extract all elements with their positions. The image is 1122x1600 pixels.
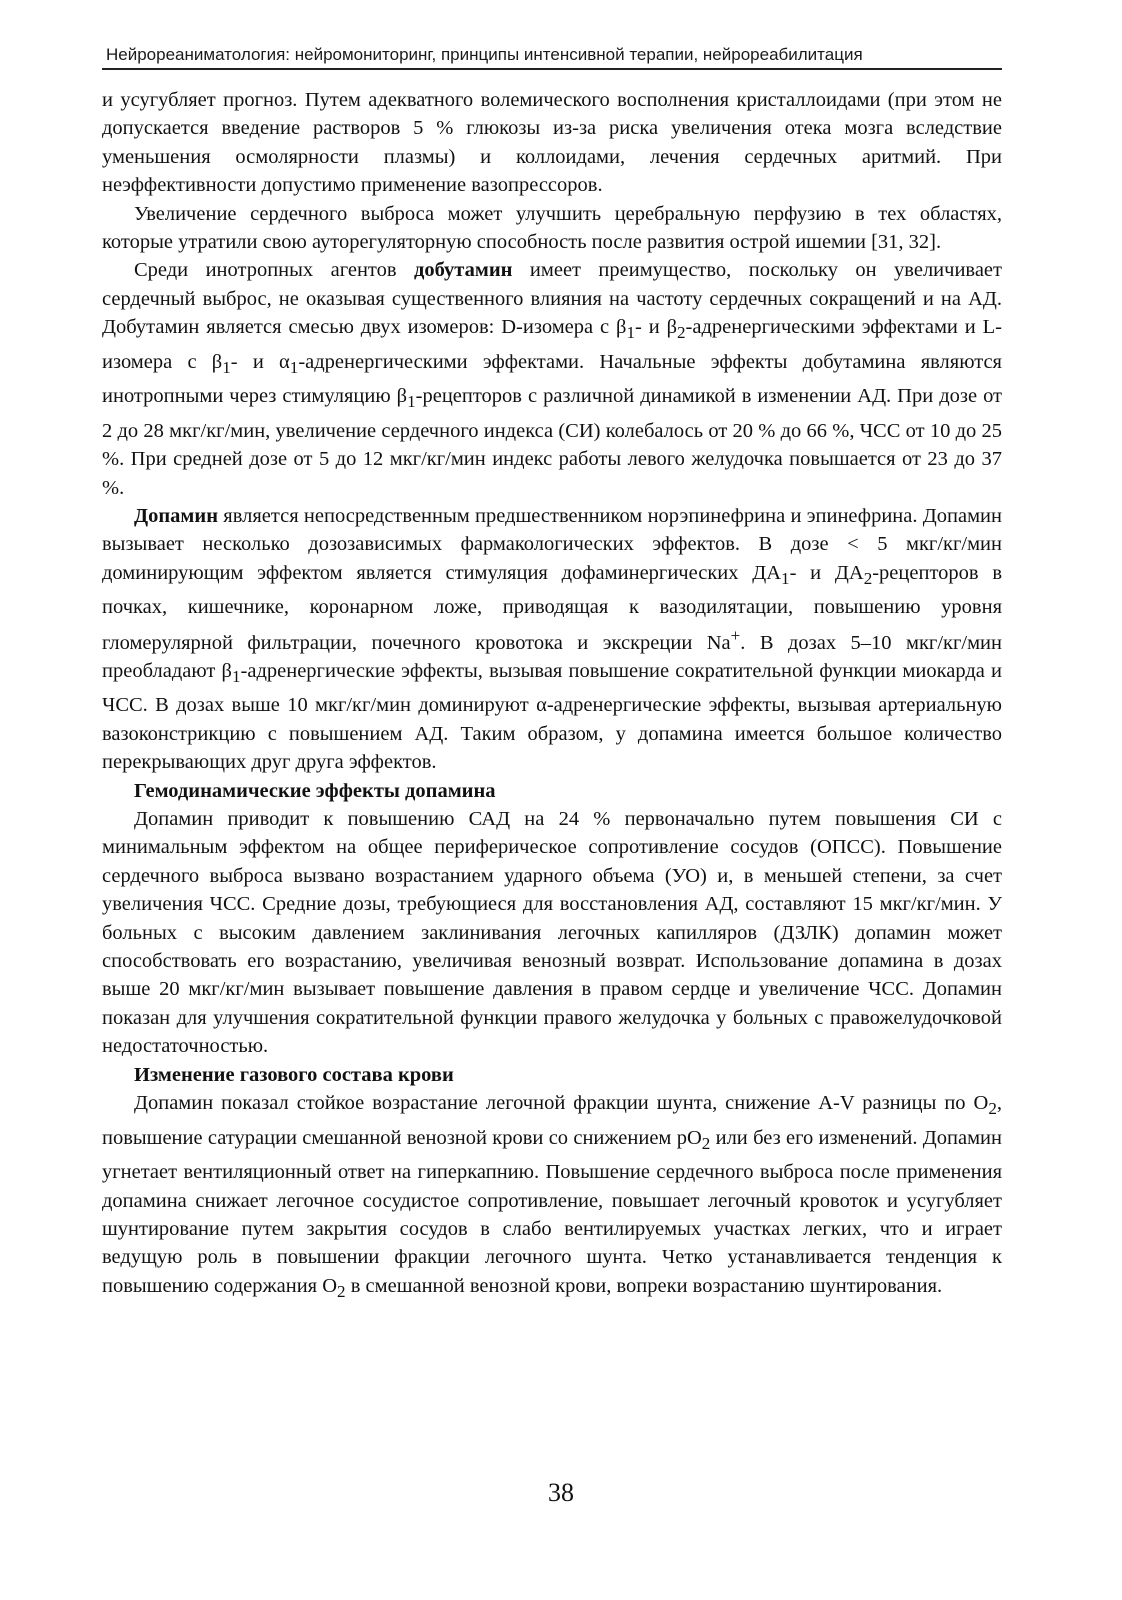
book-page [102,44,1002,1306]
header-rule [102,68,1002,70]
running-header: Нейрореаниматология: нейромониторинг, принципы интенсивной терапии, нейрореабилитация [106,45,863,64]
paragraph: Среди инотропных агентов добутамин имеет преимущество, поскольку он увеличивает сердечный выброс, не оказывая существенного влияния на частоту сердечных сокращений и на АД. Добутамин является смесью двух изомеров: D-изомера с $\beta_1-$ и $\beta_2$-адренергическими эффектами и L-изомера с $\beta_1-$ и $\alpha_1$-адренергическими эффектами. Начальные эффекты добутамина являются инотропными через стимуляцию $\beta_1$-рецепторов с различной динамикой в изменении АД. При дозе от 2 до 28 мкг/кг/мин, увеличение сердечного индекса (СИ) колебалось от 20 % до 66 %, ЧСС от 10 до 25 %. При средней дозе от 5 до 12 мкг/кг/мин индекс работы левого желудочка повышается от 23 до 37 %. [102,259,1003,499]
paragraph: Допамин показал стойкое возрастание легочной фракции шунта, снижение A-V разницы по $O_2$, повышение сатурации смешанной венозной крови со снижением $pO_2$ или без его изменений. Допамин угнетает вентиляционный ответ на гиперкапнию. Повышение сердечного выброса после применения допамина снижает легочное сосудистое сопротивление, повышает легочный кровоток и усугубляет шунтирование путем закрытия сосудов в слабо вентилируемых участках легких, что и играет ведущую роль в повышении фракции легочного шунта. Четко устанавливается тенденция к повышению содержания $O_2$ в смешанной венозной крови, вопреки возрастанию шунтирования. [102,1092,1002,1301]
section-heading: Изменение газового состава крови [134,1063,454,1086]
paragraph: Допамин является непосредственным предшественником норэпинефрина и эпинефрина. Допамин вызывает несколько дозозависимых фармакологических эффектов. В дозе < 5 мкг/кг/мин доминирующим эффектом является стимуляция дофаминергических $ДА_1-$ и $ДА_2$-рецепторов в почках, кишечнике, коронарном ложе, приводящая к вазодилятации, повышению уровня гломерулярной фильтрации, почечного кровотока и экскреции Na+. В дозах 5–10 мкг/кг/мин преобладают $\beta_1$-адренергические эффекты, вызывая повышение сократительной функции миокарда и ЧСС. В дозах выше 10 мкг/кг/мин доминируют α-адренергические эффекты, вызывая артериальную вазоконстрикцию с повышением АД. Таким образом, у допамина имеется большое количество перекрывающих друг друга эффектов. [102,504,1002,774]
page-number: 38 [548,1478,574,1507]
section-heading: Гемодинамические эффекты допамина [134,779,496,802]
body-text [102,86,1002,1306]
paragraph: Допамин приводит к повышению САД на 24 % первоначально путем повышения СИ с минимальным эффектом на общее периферическое сопротивление сосудов (ОПСС). Повышение сердечного выброса вызвано возрастанием ударного объема (УО) и, в меньшей степени, за счет увеличения ЧСС. Средние дозы, требующиеся для восстановления АД, составляют 15 мкг/кг/мин. У больных с высоким давлением заклинивания легочных капилляров (ДЗЛК) допамин может способствовать его возрастанию, увеличивая венозный возврат. Использование допамина в дозах выше 20 мкг/кг/мин вызывает повышение давления в правом сердце и увеличение ЧСС. Допамин показан для улучшения сократительной функции правого желудочка у больных с правожелудочковой недостаточностью. [102,808,1002,1058]
paragraph: Увеличение сердечного выброса может улучшить церебральную перфузию в тех областях, которые утратили свою ауторегуляторную способность после развития острой ишемии [31, 32]. [102,202,1002,254]
paragraph: и усугубляет прогноз. Путем адекватного волемического восполнения кристаллоидами (при этом не допускается введение растворов 5 % глюкозы из-за риска увеличения отека мозга вследствие уменьшения осмолярности плазмы) и коллоидами, лечения сердечных аритмий. При неэффективности допустимо применение вазопрессоров. [102,89,1002,197]
